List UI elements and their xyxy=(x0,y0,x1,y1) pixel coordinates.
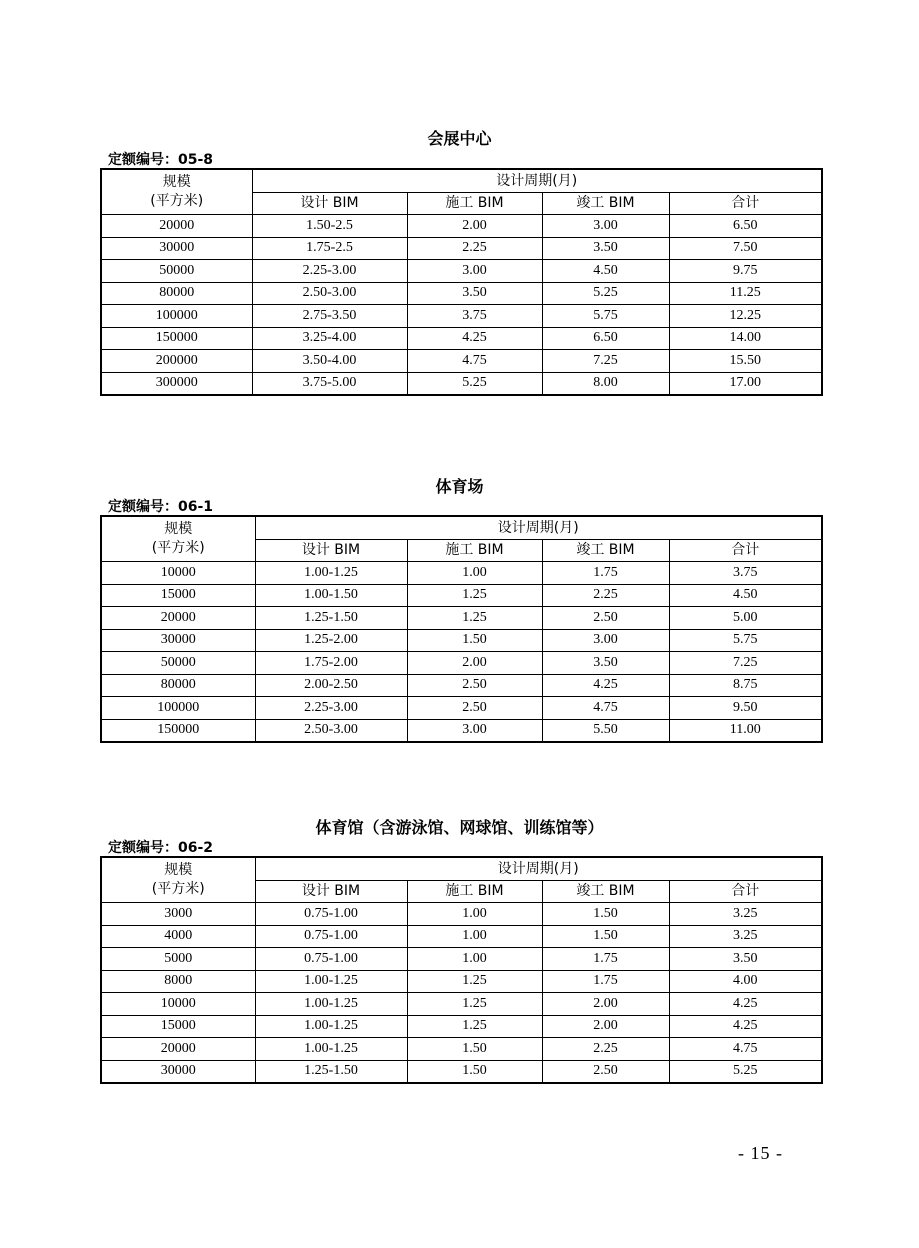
scale-cell: 15000 xyxy=(101,1015,255,1038)
total-cell: 11.25 xyxy=(669,282,822,305)
total-cell: 5.00 xyxy=(669,607,822,630)
design-bim-cell: 1.25-1.50 xyxy=(255,607,407,630)
scale-cell: 100000 xyxy=(101,305,252,328)
total-cell: 9.50 xyxy=(669,697,822,720)
completion-bim-cell: 8.00 xyxy=(542,372,669,395)
scale-cell: 15000 xyxy=(101,584,255,607)
total-cell: 9.75 xyxy=(669,260,822,283)
total-cell: 12.25 xyxy=(669,305,822,328)
construction-bim-cell: 1.25 xyxy=(407,584,542,607)
design-bim-cell: 3.50-4.00 xyxy=(252,350,407,373)
design-bim-cell: 2.75-3.50 xyxy=(252,305,407,328)
design-bim-cell: 1.25-2.00 xyxy=(255,629,407,652)
section-title: 体育馆（含游泳馆、网球馆、训练馆等） xyxy=(315,818,604,837)
construction-bim-cell: 1.00 xyxy=(407,903,542,926)
total-cell: 17.00 xyxy=(669,372,822,395)
total-cell: 4.00 xyxy=(669,970,822,993)
completion-bim-cell: 1.50 xyxy=(542,925,669,948)
bim-cycle-table xyxy=(100,515,823,743)
construction-bim-cell: 3.00 xyxy=(407,719,542,742)
scale-cell: 80000 xyxy=(101,282,252,305)
completion-bim-header: 竣工 BIM xyxy=(542,539,669,562)
construction-bim-cell: 1.25 xyxy=(407,993,542,1016)
table-row xyxy=(101,215,822,238)
scale-header-line2: (平方米) xyxy=(151,881,205,897)
design-cycle-header: 设计周期(月) xyxy=(255,516,822,539)
total-cell: 4.25 xyxy=(669,1015,822,1038)
scale-cell: 20000 xyxy=(101,1038,255,1061)
completion-bim-cell: 3.50 xyxy=(542,237,669,260)
design-cycle-header: 设计周期(月) xyxy=(252,169,822,192)
scale-header-line1: 规模 xyxy=(164,862,193,878)
design-bim-cell: 2.50-3.00 xyxy=(252,282,407,305)
scale-header-line2: (平方米) xyxy=(151,540,205,556)
design-bim-cell: 1.25-1.50 xyxy=(255,1060,407,1083)
design-bim-cell: 2.00-2.50 xyxy=(255,674,407,697)
scale-cell: 10000 xyxy=(101,993,255,1016)
scale-cell: 100000 xyxy=(101,697,255,720)
construction-bim-cell: 1.50 xyxy=(407,1038,542,1061)
completion-bim-cell: 2.00 xyxy=(542,1015,669,1038)
design-bim-header: 设计 BIM xyxy=(252,192,407,215)
total-cell: 15.50 xyxy=(669,350,822,373)
construction-bim-cell: 4.75 xyxy=(407,350,542,373)
total-cell: 8.75 xyxy=(669,674,822,697)
section-title: 会展中心 xyxy=(427,129,492,148)
scale-header xyxy=(101,857,255,903)
scale-cell: 20000 xyxy=(101,607,255,630)
table-row xyxy=(101,948,822,971)
table-row xyxy=(101,305,822,328)
design-bim-cell: 1.00-1.25 xyxy=(255,562,407,585)
construction-bim-cell: 3.75 xyxy=(407,305,542,328)
table-row xyxy=(101,372,822,395)
construction-bim-cell: 3.00 xyxy=(407,260,542,283)
table-row xyxy=(101,607,822,630)
bim-cycle-table xyxy=(100,168,823,396)
design-bim-cell: 1.75-2.5 xyxy=(252,237,407,260)
table-row xyxy=(101,350,822,373)
scale-cell: 50000 xyxy=(101,260,252,283)
table-row xyxy=(101,282,822,305)
scale-cell: 150000 xyxy=(101,327,252,350)
construction-bim-header: 施工 BIM xyxy=(407,880,542,903)
construction-bim-cell: 1.50 xyxy=(407,1060,542,1083)
scale-cell: 300000 xyxy=(101,372,252,395)
completion-bim-cell: 3.00 xyxy=(542,215,669,238)
scale-cell: 8000 xyxy=(101,970,255,993)
completion-bim-cell: 1.50 xyxy=(542,903,669,926)
design-bim-header: 设计 BIM xyxy=(255,880,407,903)
construction-bim-header: 施工 BIM xyxy=(407,192,542,215)
completion-bim-cell: 4.25 xyxy=(542,674,669,697)
design-bim-cell: 3.25-4.00 xyxy=(252,327,407,350)
table-row xyxy=(101,237,822,260)
total-cell: 4.75 xyxy=(669,1038,822,1061)
design-bim-cell: 2.50-3.00 xyxy=(255,719,407,742)
scale-cell: 5000 xyxy=(101,948,255,971)
total-cell: 7.50 xyxy=(669,237,822,260)
completion-bim-cell: 7.25 xyxy=(542,350,669,373)
table-row xyxy=(101,925,822,948)
scale-header xyxy=(101,169,252,215)
quota-code: 定额编号：06-2 xyxy=(108,840,214,856)
scale-cell: 30000 xyxy=(101,629,255,652)
total-cell: 11.00 xyxy=(669,719,822,742)
completion-bim-cell: 2.50 xyxy=(542,1060,669,1083)
completion-bim-cell: 2.50 xyxy=(542,607,669,630)
construction-bim-cell: 2.00 xyxy=(407,215,542,238)
quota-code: 定额编号：05-8 xyxy=(108,152,214,168)
construction-bim-cell: 1.25 xyxy=(407,1015,542,1038)
completion-bim-cell: 1.75 xyxy=(542,948,669,971)
table-row xyxy=(101,1038,822,1061)
design-bim-cell: 3.75-5.00 xyxy=(252,372,407,395)
total-cell: 6.50 xyxy=(669,215,822,238)
table-row xyxy=(101,629,822,652)
total-cell: 4.50 xyxy=(669,584,822,607)
total-cell: 5.75 xyxy=(669,629,822,652)
construction-bim-cell: 4.25 xyxy=(407,327,542,350)
bim-cycle-table xyxy=(100,856,823,1084)
design-bim-cell: 1.50-2.5 xyxy=(252,215,407,238)
construction-bim-cell: 1.25 xyxy=(407,970,542,993)
table-row xyxy=(101,903,822,926)
design-cycle-header: 设计周期(月) xyxy=(255,857,822,880)
scale-header-line2: (平方米) xyxy=(150,193,204,209)
total-cell: 3.25 xyxy=(669,903,822,926)
construction-bim-cell: 1.25 xyxy=(407,607,542,630)
design-bim-cell: 1.75-2.00 xyxy=(255,652,407,675)
completion-bim-header: 竣工 BIM xyxy=(542,192,669,215)
total-header: 合计 xyxy=(669,880,822,903)
table-row xyxy=(101,1015,822,1038)
completion-bim-cell: 3.00 xyxy=(542,629,669,652)
table-row xyxy=(101,562,822,585)
scale-cell: 30000 xyxy=(101,237,252,260)
completion-bim-cell: 2.25 xyxy=(542,584,669,607)
table-row xyxy=(101,327,822,350)
construction-bim-cell: 3.50 xyxy=(407,282,542,305)
completion-bim-cell: 2.00 xyxy=(542,993,669,1016)
table-row xyxy=(101,652,822,675)
design-bim-cell: 1.00-1.25 xyxy=(255,970,407,993)
total-header: 合计 xyxy=(669,539,822,562)
construction-bim-cell: 2.25 xyxy=(407,237,542,260)
quota-code: 定额编号：06-1 xyxy=(108,499,214,515)
construction-bim-cell: 1.00 xyxy=(407,562,542,585)
completion-bim-cell: 4.75 xyxy=(542,697,669,720)
completion-bim-cell: 5.50 xyxy=(542,719,669,742)
completion-bim-cell: 4.50 xyxy=(542,260,669,283)
completion-bim-cell: 6.50 xyxy=(542,327,669,350)
table-row xyxy=(101,674,822,697)
design-bim-header: 设计 BIM xyxy=(255,539,407,562)
construction-bim-cell: 1.50 xyxy=(407,629,542,652)
scale-cell: 80000 xyxy=(101,674,255,697)
total-cell: 7.25 xyxy=(669,652,822,675)
scale-cell: 150000 xyxy=(101,719,255,742)
construction-bim-cell: 2.50 xyxy=(407,674,542,697)
total-cell: 5.25 xyxy=(669,1060,822,1083)
table-row xyxy=(101,260,822,283)
table-row xyxy=(101,719,822,742)
scale-cell: 3000 xyxy=(101,903,255,926)
table-row xyxy=(101,970,822,993)
page-number: - 15 - xyxy=(738,1143,783,1163)
completion-bim-cell: 3.50 xyxy=(542,652,669,675)
total-cell: 3.25 xyxy=(669,925,822,948)
section-title: 体育场 xyxy=(435,477,484,496)
scale-header xyxy=(101,516,255,562)
scale-header-line1: 规模 xyxy=(164,521,193,537)
total-cell: 4.25 xyxy=(669,993,822,1016)
completion-bim-header: 竣工 BIM xyxy=(542,880,669,903)
completion-bim-cell: 1.75 xyxy=(542,970,669,993)
completion-bim-cell: 5.75 xyxy=(542,305,669,328)
scale-cell: 10000 xyxy=(101,562,255,585)
table-row xyxy=(101,1060,822,1083)
design-bim-cell: 1.00-1.25 xyxy=(255,1015,407,1038)
completion-bim-cell: 2.25 xyxy=(542,1038,669,1061)
total-cell: 3.50 xyxy=(669,948,822,971)
total-cell: 3.75 xyxy=(669,562,822,585)
scale-cell: 50000 xyxy=(101,652,255,675)
scale-header-line1: 规模 xyxy=(162,174,191,190)
completion-bim-cell: 1.75 xyxy=(542,562,669,585)
construction-bim-header: 施工 BIM xyxy=(407,539,542,562)
completion-bim-cell: 5.25 xyxy=(542,282,669,305)
construction-bim-cell: 5.25 xyxy=(407,372,542,395)
construction-bim-cell: 1.00 xyxy=(407,948,542,971)
total-header: 合计 xyxy=(669,192,822,215)
design-bim-cell: 0.75-1.00 xyxy=(255,948,407,971)
scale-cell: 30000 xyxy=(101,1060,255,1083)
design-bim-cell: 0.75-1.00 xyxy=(255,925,407,948)
design-bim-cell: 0.75-1.00 xyxy=(255,903,407,926)
scale-cell: 20000 xyxy=(101,215,252,238)
design-bim-cell: 1.00-1.25 xyxy=(255,1038,407,1061)
construction-bim-cell: 1.00 xyxy=(407,925,542,948)
design-bim-cell: 1.00-1.25 xyxy=(255,993,407,1016)
table-row xyxy=(101,993,822,1016)
construction-bim-cell: 2.50 xyxy=(407,697,542,720)
design-bim-cell: 2.25-3.00 xyxy=(252,260,407,283)
total-cell: 14.00 xyxy=(669,327,822,350)
design-bim-cell: 2.25-3.00 xyxy=(255,697,407,720)
scale-cell: 200000 xyxy=(101,350,252,373)
scale-cell: 4000 xyxy=(101,925,255,948)
design-bim-cell: 1.00-1.50 xyxy=(255,584,407,607)
construction-bim-cell: 2.00 xyxy=(407,652,542,675)
table-row xyxy=(101,584,822,607)
table-row xyxy=(101,697,822,720)
